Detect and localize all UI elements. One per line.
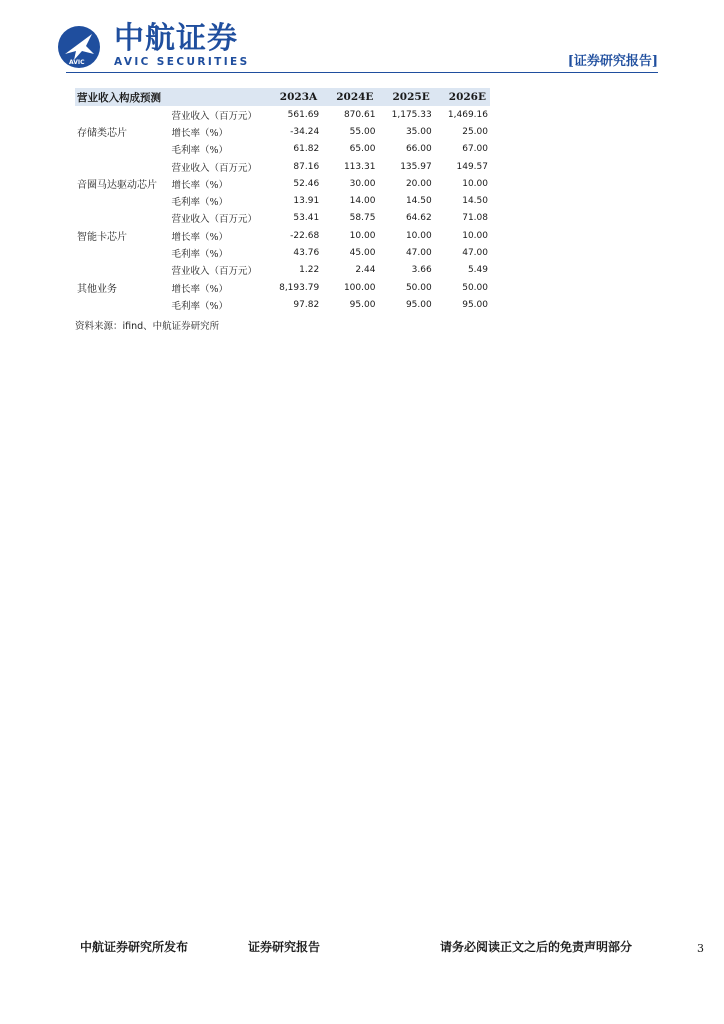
- value-cell: 35.00: [405, 126, 432, 137]
- metric-cell: 毛利率（%）: [171, 197, 228, 209]
- value-cell: 14.50: [462, 196, 488, 207]
- value-cell: 20.00: [405, 178, 432, 189]
- table-row: [75, 158, 490, 175]
- value-cell: 2.44: [355, 265, 376, 276]
- segment-cell: [75, 158, 169, 175]
- column-header: 2023A: [265, 88, 321, 106]
- segment-cell: [75, 106, 169, 123]
- table-row: [75, 262, 490, 279]
- value-cell: 43.76: [293, 248, 320, 259]
- value-cell: 45.00: [349, 248, 376, 259]
- value-cell: 1,175.33: [391, 109, 432, 120]
- segment-cell: [75, 244, 169, 261]
- metric-cell: 营业收入（百万元）: [171, 162, 257, 174]
- value-cell: 67.00: [462, 144, 488, 155]
- table-row: [75, 123, 490, 140]
- value-cell: 13.91: [293, 196, 320, 207]
- table-row: [75, 210, 490, 227]
- value-cell: 135.97: [400, 161, 432, 172]
- table-row: [75, 141, 490, 158]
- table-row: [75, 106, 490, 123]
- value-cell: 25.00: [462, 126, 488, 137]
- value-cell: 100.00: [343, 282, 376, 293]
- segment-cell: [75, 210, 169, 227]
- value-cell: 95.00: [349, 299, 376, 310]
- segment-cell: 存储类芯片: [77, 128, 127, 140]
- logo-name: 中航证券: [114, 21, 238, 56]
- table-body: [75, 106, 490, 314]
- metric-cell: 毛利率（%）: [171, 249, 228, 261]
- metric-cell: 增长率（%）: [171, 231, 228, 243]
- segment-cell: [75, 296, 169, 313]
- value-cell: 1.22: [299, 265, 320, 276]
- company-logo: [56, 22, 256, 72]
- value-cell: 14.50: [405, 196, 432, 207]
- logo-mark-text: AVIC: [69, 59, 85, 66]
- column-header: 2026E: [434, 88, 490, 106]
- revenue-forecast-table-wrap: [75, 88, 490, 314]
- value-cell: 95.00: [405, 299, 432, 310]
- value-cell: 870.61: [343, 109, 376, 120]
- footer-publisher: 中航证券研究所发布: [80, 940, 189, 954]
- segment-cell: [75, 192, 169, 209]
- logo-subtitle: AVIC SECURITIES: [114, 56, 250, 68]
- value-cell: 52.46: [293, 178, 320, 189]
- metric-cell: 毛利率（%）: [171, 145, 228, 157]
- value-cell: 561.69: [287, 109, 320, 120]
- value-cell: 47.00: [462, 248, 488, 259]
- value-cell: 95.00: [462, 299, 488, 310]
- segment-cell: [75, 141, 169, 158]
- table-row: [75, 279, 490, 296]
- value-cell: 10.00: [349, 230, 376, 241]
- footer-disclaimer: 请务必阅读正文之后的免责声明部分: [440, 940, 633, 954]
- metric-cell: 营业收入（百万元）: [171, 214, 257, 226]
- segment-cell: [75, 262, 169, 279]
- table-row: [75, 227, 490, 244]
- value-cell: 58.75: [349, 213, 376, 224]
- table-row: [75, 296, 490, 313]
- value-cell: 14.00: [349, 196, 376, 207]
- value-cell: 55.00: [349, 126, 376, 137]
- metric-cell: 增长率（%）: [171, 283, 228, 295]
- metric-cell: 营业收入（百万元）: [171, 266, 257, 278]
- page-number: 3: [697, 942, 704, 955]
- value-cell: 149.57: [456, 161, 488, 172]
- value-cell: 50.00: [405, 282, 432, 293]
- value-cell: 61.82: [293, 144, 320, 155]
- value-cell: 10.00: [462, 178, 488, 189]
- value-cell: 1,469.16: [447, 109, 488, 120]
- value-cell: 113.31: [343, 161, 376, 172]
- value-cell: -22.68: [290, 230, 320, 241]
- value-cell: 47.00: [405, 248, 432, 259]
- value-cell: 10.00: [405, 230, 432, 241]
- metric-cell: 增长率（%）: [171, 179, 228, 191]
- footer-report-type: 证券研究报告: [248, 940, 321, 954]
- metric-cell: 增长率（%）: [171, 127, 228, 139]
- value-cell: -34.24: [290, 126, 320, 137]
- revenue-forecast-table: [75, 88, 490, 314]
- segment-cell: 音圈马达驱动芯片: [77, 180, 157, 192]
- segment-cell: 智能卡芯片: [77, 232, 127, 244]
- table-title: 营业收入构成预测: [75, 88, 265, 106]
- value-cell: 30.00: [349, 178, 376, 189]
- value-cell: 64.62: [405, 213, 432, 224]
- value-cell: 50.00: [462, 282, 488, 293]
- avic-plane-logo-icon: [56, 24, 102, 70]
- value-cell: 53.41: [293, 213, 320, 224]
- column-header: 2024E: [321, 88, 377, 106]
- report-tag: [证券研究报告]: [567, 54, 658, 69]
- value-cell: 97.82: [293, 299, 320, 310]
- table-row: [75, 175, 490, 192]
- value-cell: 8,193.79: [279, 282, 320, 293]
- metric-cell: 毛利率（%）: [171, 300, 228, 312]
- value-cell: 65.00: [349, 144, 376, 155]
- table-row: [75, 244, 490, 261]
- source-note: 资料来源：ifind、中航证券研究所: [75, 321, 220, 332]
- value-cell: 5.49: [467, 265, 488, 276]
- value-cell: 71.08: [462, 213, 488, 224]
- column-header: 2025E: [377, 88, 433, 106]
- table-header-row: [75, 88, 490, 106]
- value-cell: 66.00: [405, 144, 432, 155]
- value-cell: 3.66: [411, 265, 432, 276]
- metric-cell: 营业收入（百万元）: [171, 110, 257, 122]
- table-row: [75, 192, 490, 209]
- header-divider: [66, 72, 658, 73]
- value-cell: 87.16: [293, 161, 320, 172]
- segment-cell: 其他业务: [77, 284, 117, 296]
- value-cell: 10.00: [462, 230, 488, 241]
